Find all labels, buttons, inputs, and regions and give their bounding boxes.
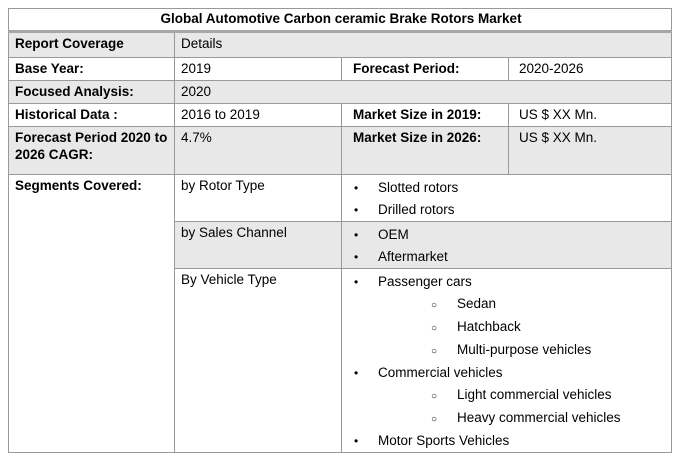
bullet-item (342, 362, 671, 384)
market-report-table (8, 8, 672, 453)
cagr-row (9, 126, 672, 174)
forecast-period-value: 2020-2026 (509, 57, 672, 80)
circle-bullet-icon: ○ (431, 322, 438, 334)
bullet-item-label: Heavy commercial vehicles (457, 409, 621, 425)
focused-analysis-row (9, 80, 672, 103)
table-title: Global Automotive Carbon ceramic Brake Rotors Market (9, 9, 672, 32)
rotor-type-items (342, 174, 672, 221)
circle-bullet-icon: ○ (431, 413, 438, 425)
cagr-value: 4.7% (175, 126, 342, 174)
bullet-item (342, 407, 671, 430)
title-row (9, 9, 672, 32)
circle-bullet-icon: ○ (431, 390, 438, 402)
bullet-item (342, 384, 671, 407)
segments-rotor-type-row (9, 174, 672, 221)
segments-covered-label: Segments Covered: (9, 174, 175, 452)
focused-analysis-label: Focused Analysis: (9, 80, 175, 103)
bullet-item-label: Hatchback (457, 318, 521, 334)
bullet-icon: • (354, 249, 359, 264)
bullet-item (342, 430, 671, 452)
bullet-item-label: Passenger cars (378, 273, 472, 289)
bullet-item-label: OEM (378, 226, 409, 242)
bullet-icon: • (354, 433, 359, 448)
bullet-item (342, 316, 671, 339)
bullet-item-label: Commercial vehicles (378, 364, 503, 380)
bullet-item (342, 246, 671, 268)
circle-bullet-icon: ○ (431, 299, 438, 311)
segment-group-rotor-type: by Rotor Type (175, 174, 342, 221)
report-coverage-row (9, 31, 672, 57)
market-size-2026-value: US $ XX Mn. (509, 126, 672, 174)
focused-analysis-value: 2020 (175, 80, 672, 103)
bullet-item-label: Aftermarket (378, 248, 448, 264)
historical-data-label: Historical Data : (9, 103, 175, 126)
forecast-period-label: Forecast Period: (342, 57, 509, 80)
bullet-item-label: Multi-purpose vehicles (457, 341, 592, 357)
bullet-icon: • (354, 180, 359, 195)
bullet-icon: • (354, 202, 359, 217)
cagr-label: Forecast Period 2020 to 2026 CAGR: (9, 126, 175, 174)
bullet-item-label: Light commercial vehicles (457, 386, 612, 402)
bullet-item (342, 339, 671, 362)
report-coverage-value: Details (175, 31, 672, 57)
bullet-item-label: Slotted rotors (378, 179, 459, 195)
bullet-item-label: Sedan (457, 295, 497, 311)
report-coverage-label: Report Coverage (9, 31, 175, 57)
market-size-2019-label: Market Size in 2019: (342, 103, 509, 126)
bullet-item (342, 224, 671, 246)
circle-bullet-icon: ○ (431, 345, 438, 357)
base-year-value: 2019 (175, 57, 342, 80)
bullet-item (342, 293, 671, 316)
bullet-icon: • (354, 227, 359, 242)
bullet-item-label: Motor Sports Vehicles (378, 432, 510, 448)
bullet-item (342, 199, 671, 221)
historical-data-value: 2016 to 2019 (175, 103, 342, 126)
segment-group-sales-channel: by Sales Channel (175, 221, 342, 268)
bullet-item (342, 271, 671, 293)
bullet-item (342, 177, 671, 199)
segment-group-vehicle-type: By Vehicle Type (175, 268, 342, 452)
bullet-icon: • (354, 274, 359, 289)
base-year-row (9, 57, 672, 80)
base-year-label: Base Year: (9, 57, 175, 80)
market-size-2026-label: Market Size in 2026: (342, 126, 509, 174)
market-size-2019-value: US $ XX Mn. (509, 103, 672, 126)
sales-channel-items (342, 221, 672, 268)
bullet-icon: • (354, 365, 359, 380)
vehicle-type-items (342, 268, 672, 452)
bullet-item-label: Drilled rotors (378, 201, 455, 217)
historical-data-row (9, 103, 672, 126)
